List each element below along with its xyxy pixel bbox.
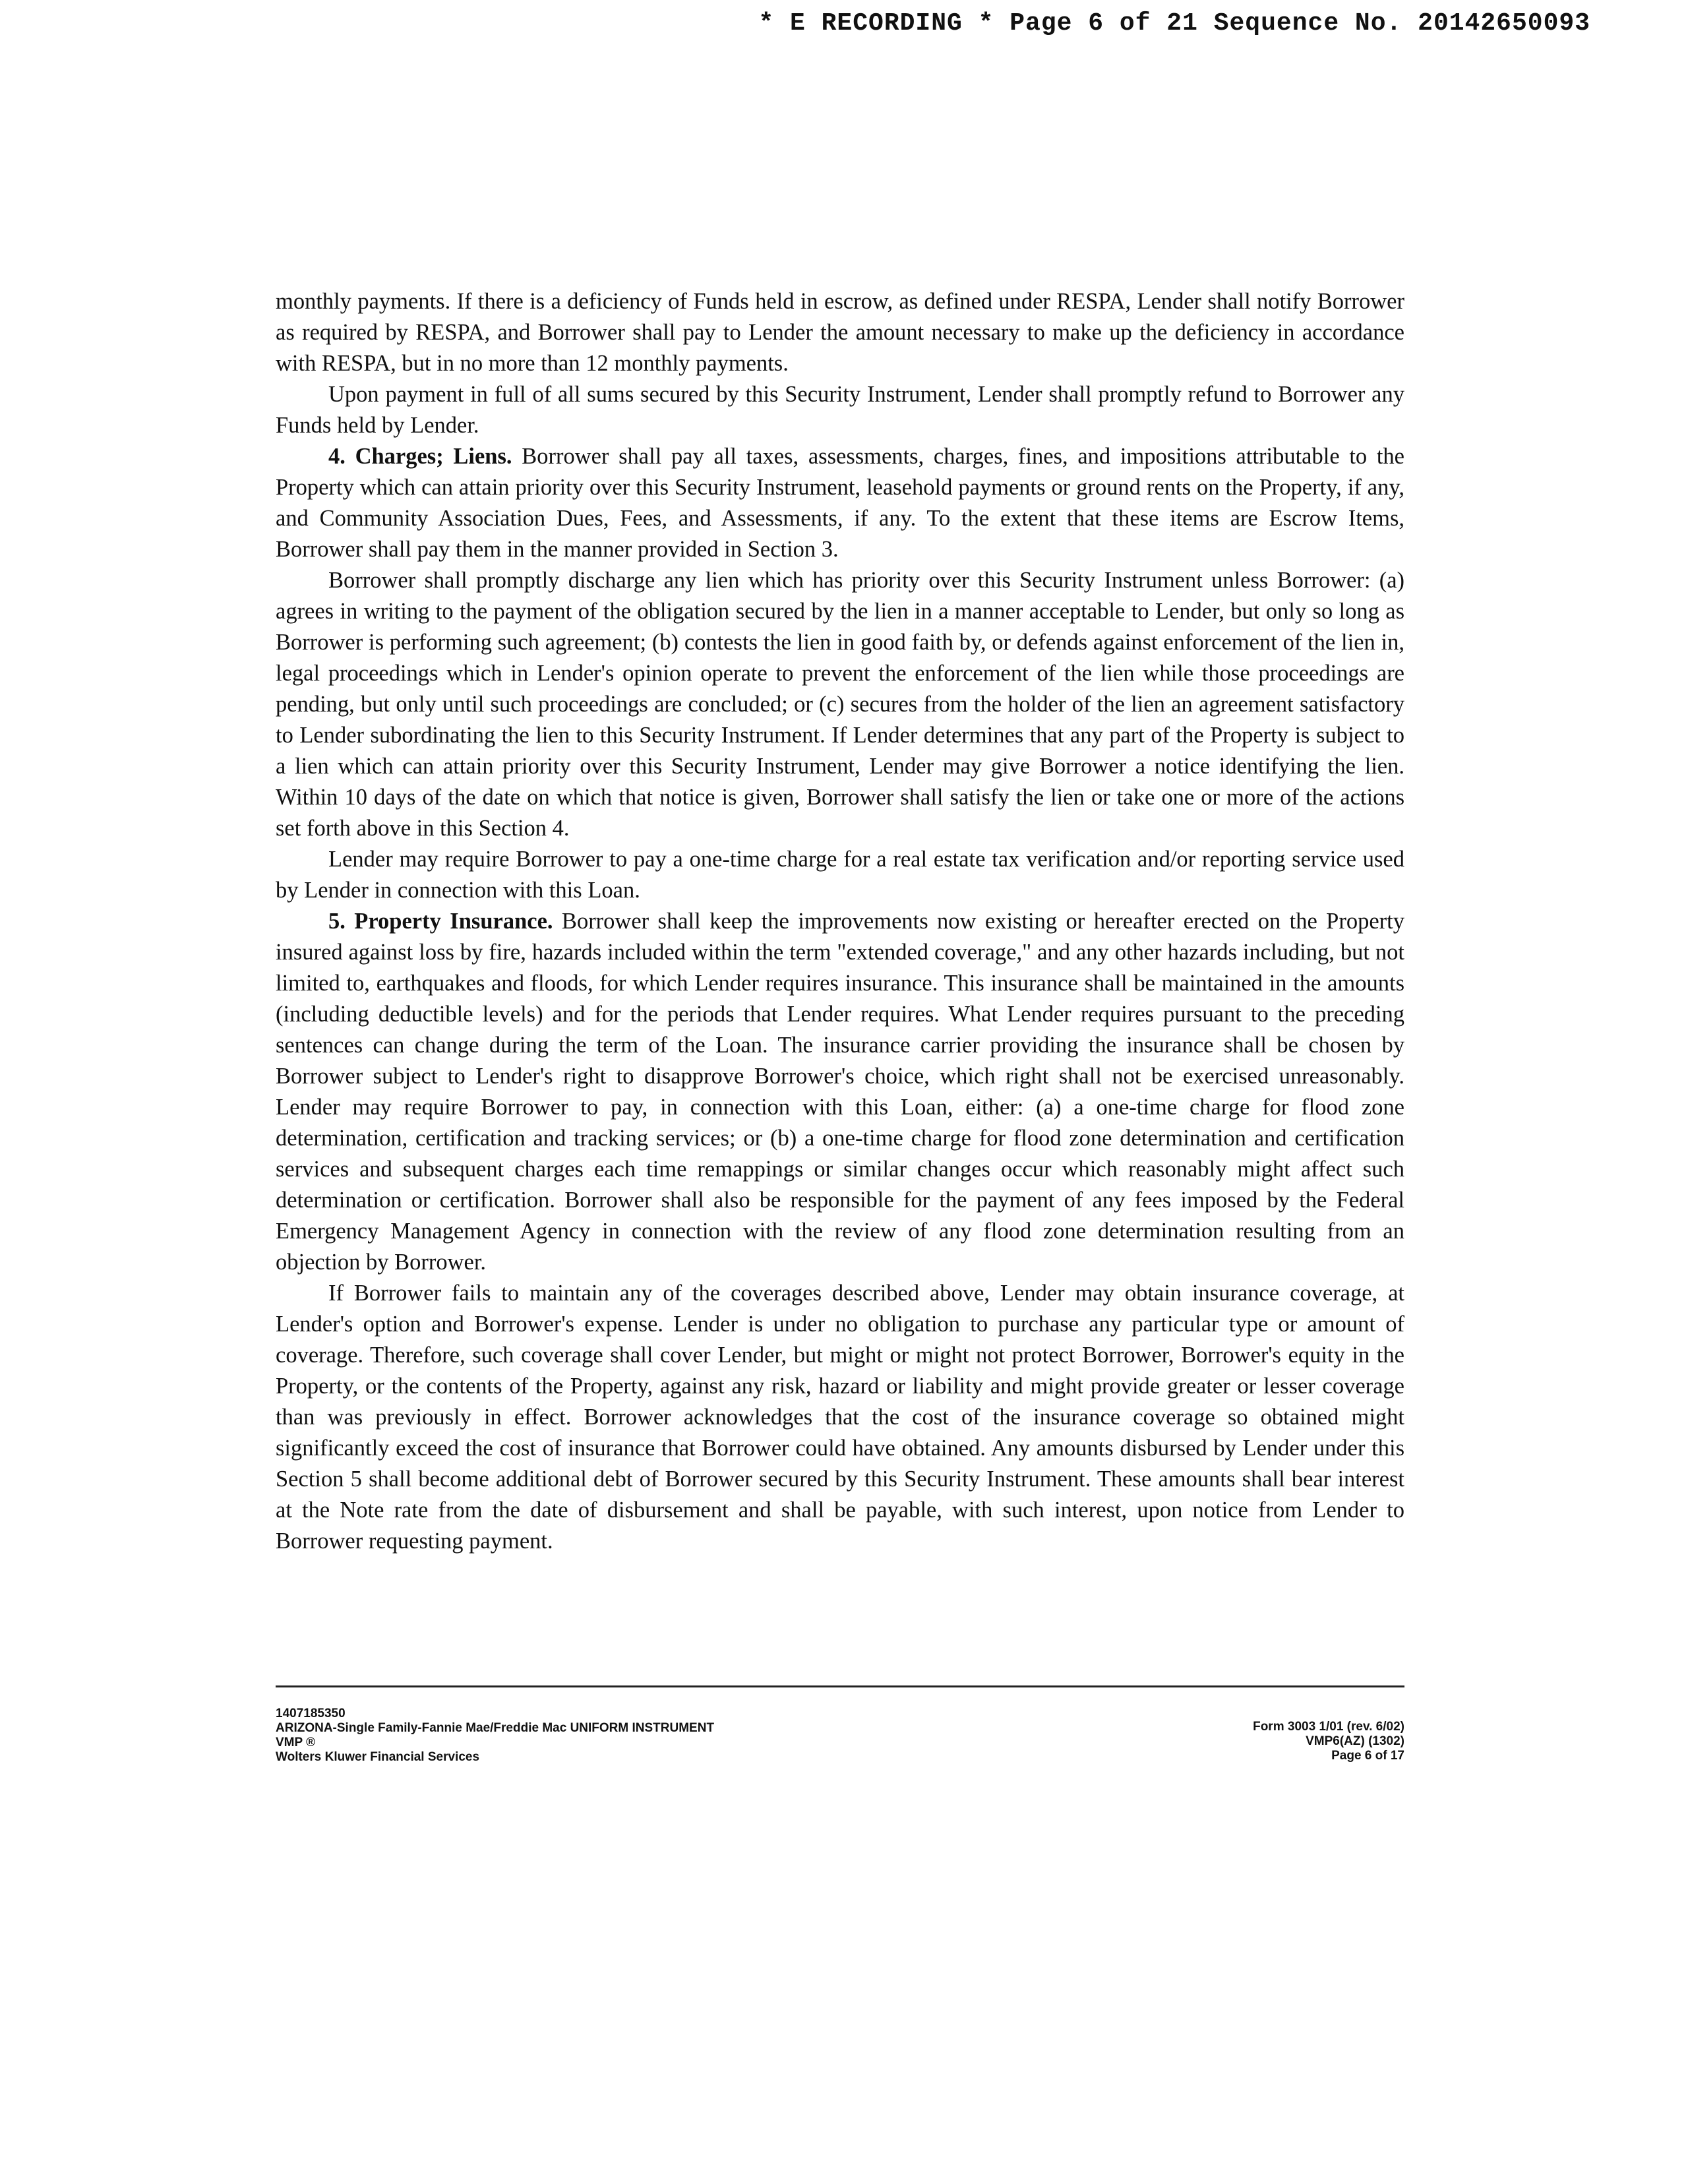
form-number: Form 3003 1/01 (rev. 6/02) [1253,1720,1404,1734]
paragraph-text: Lender may require Borrower to pay a one-time charge for a real estate tax verification and/or reporting service used by Lender in connection with this Loan. [276,847,1404,903]
section-4-paragraph [276,441,1404,565]
paragraph-text: If Borrower fails to maintain any of the coverages described above, Lender may obtain insurance coverage, at Lender's option and Borrower's expense. Lender is under no obligation to purchase any particular type or amount of coverage. Therefore, such coverage shall cover Lender, but might or might not protect Borrower, Borrower's equity in the Property, or the contents of the Property, against any risk, hazard or liability and might provide greater or lesser coverage than was previously in effect. Borrower acknowledges that the cost of the insurance coverage so obtained might significantly exceed the cost of insurance that Borrower could have obtained. Any amounts disbursed by Lender under this Section 5 shall become additional debt of Borrower secured by this Security Instrument. These amounts shall bear interest at the Note rate from the date of disbursement and shall be payable, with such interest, upon notice from Lender to Borrower requesting payment. [276,1281,1404,1554]
instrument-title: ARIZONA-Single Family-Fannie Mae/Freddie Mac UNIFORM INSTRUMENT [276,1721,715,1735]
vmp-code: VMP6(AZ) (1302) [1306,1734,1404,1748]
publisher-name: Wolters Kluwer Financial Services [276,1750,480,1764]
paragraph-text: Borrower shall pay all taxes, assessments, charges, fines, and impositions attributable to the Property which can attain priority over this Security Instrument, leasehold payments or ground rents on the Property, if any, and Community Association Dues, Fees, and Assessments, if any. To the extent that these items are Escrow Items, Borrower shall pay them in the manner provided in Section 3. [276,444,1404,562]
section-5-paragraph [276,906,1404,1278]
recording-stamp: * E RECORDING * Page 6 of 21 Sequence No. 20142650093 [758,9,1590,38]
vmp-mark: VMP ® [276,1736,316,1749]
paragraph [276,844,1404,906]
footer-left-block [276,1707,714,1765]
footer-right-block [1253,1720,1404,1763]
paragraph-text: Borrower shall keep the improvements now existing or hereafter erected on the Property insured against loss by fire, hazards included within the term "extended coverage," and any other hazards including, but not limited to, earthquakes and floods, for which Lender requires insurance. This insurance shall be maintained in the amounts (including deductible levels) and for the periods that Lender requires. What Lender requires pursuant to the preceding sentences can change during the term of the Loan. The insurance carrier providing the insurance shall be chosen by Borrower subject to Lender's right to disapprove Borrower's choice, which right shall not be exercised unreasonably. Lender may require Borrower to pay, in connection with this Loan, either: (a) a one-time charge for flood zone determination, certification and tracking services; or (b) a one-time charge for flood zone determination and certification services and subsequent charges each time remappings or similar changes occur which reasonably might affect such determination or certification. Borrower shall also be responsible for the payment of any fees imposed by the Federal Emergency Management Agency in connection with the review of any flood zone determination resulting from an objection by Borrower. [276,909,1404,1275]
footer-divider [276,1685,1404,1687]
section-heading: 4. Charges; Liens. [328,444,512,469]
paragraph [276,286,1404,379]
paragraph [276,1278,1404,1557]
paragraph [276,379,1404,441]
paragraph-text: Upon payment in full of all sums secured by this Security Instrument, Lender shall promptly refund to Borrower any Funds held by Lender. [276,382,1404,438]
paragraph [276,565,1404,844]
paragraph-text: Borrower shall promptly discharge any lien which has priority over this Security Instrument unless Borrower: (a) agrees in writing to the payment of the obligation secured by the lien in a manner acceptable to Lender, but only so long as Borrower is performing such agreement; (b) contests the lien in good faith by, or defends against enforcement of the lien in, legal proceedings which in Lender's opinion operate to prevent the enforcement of the lien while those proceedings are pending, but only until such proceedings are concluded; or (c) secures from the holder of the lien an agreement satisfactory to Lender subordinating the lien to this Security Instrument. If Lender determines that any part of the Property is subject to a lien which can attain priority over this Security Instrument, Lender may give Borrower a notice identifying the lien. Within 10 days of the date on which that notice is given, Borrower shall satisfy the lien or take one or more of the actions set forth above in this Section 4. [276,568,1404,841]
paragraph-text: monthly payments. If there is a deficiency of Funds held in escrow, as defined under RESPA, Lender shall notify Borrower as required by RESPA, and Borrower shall pay to Lender the amount necessary to make up the deficiency in accordance with RESPA, but in no more than 12 monthly payments. [276,289,1404,376]
section-heading: 5. Property Insurance. [328,909,553,934]
page-indicator: Page 6 of 17 [1331,1749,1404,1763]
document-body [276,286,1404,1557]
loan-number: 1407185350 [276,1707,346,1720]
